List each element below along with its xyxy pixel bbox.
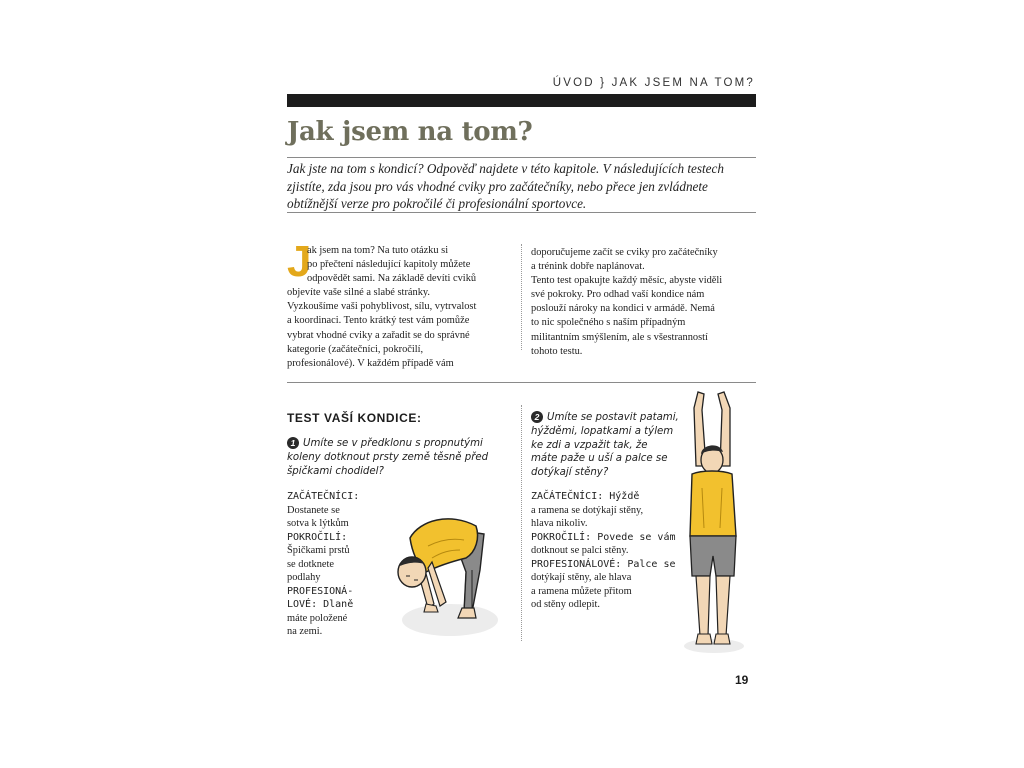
body-column-right <box>531 246 756 359</box>
level-line: na zemi. <box>287 626 323 637</box>
body-line: profesionálové). V každém případě vám <box>287 357 454 369</box>
level-line: dotýkají stěny, ale hlava <box>531 572 632 583</box>
body-line: Tento test opakujte každý měsíc, abyste viděli <box>531 275 723 287</box>
body-line: své pokroky. Pro odhad vaší kondice nám <box>531 289 705 301</box>
title-rule <box>287 157 756 158</box>
running-head: ÚVOD } JAK JSEM NA TOM? <box>552 77 755 89</box>
wall-stand-illustration <box>668 388 750 658</box>
body-line: vybrat vhodné cviky a zařadit se do správné <box>287 329 470 341</box>
drop-cap: J <box>287 237 312 286</box>
column-divider <box>521 244 522 350</box>
body-line: odpovědět sami. Na základě devíti cviků <box>307 273 477 285</box>
question-2-text: 2 Umíte se postavit patami, hýžděmi, lopatkami a týlem ke zdi a vzpažit tak, že máte paže u uší a palce se dotýkají stěny? <box>531 412 679 479</box>
question-2 <box>531 411 691 480</box>
question-number-badge: 2 <box>531 411 543 423</box>
level-line: od stěny odlepit. <box>531 599 600 610</box>
level-label: PROFESIONÁ- <box>287 585 354 597</box>
body-column-left <box>287 244 522 371</box>
level-label: LOVÉ: Dlaně <box>287 599 354 610</box>
section-title: TEST VAŠÍ KONDICE: <box>287 411 422 425</box>
level-line: sotva k lýtkům <box>287 518 349 529</box>
level-label: ZAČÁTEČNÍCI: <box>287 491 360 502</box>
level-label: POKROČILÍ: <box>287 531 348 543</box>
body-line: doporučujeme začít se cviky pro začátečníky <box>531 247 718 258</box>
level-line: dotknout se palci stěny. <box>531 545 629 556</box>
body-line: tohoto testu. <box>531 345 583 357</box>
level-line: podlahy <box>287 572 321 583</box>
level-line: hlava nikoliv. <box>531 518 588 529</box>
body-line: kategorie (začátečníci, pokročilí, <box>287 343 424 355</box>
level-line: a ramena můžete přitom <box>531 585 632 597</box>
intro-rule <box>287 212 756 213</box>
section-rule <box>287 382 756 383</box>
body-line: poslouží nároky na kondici v armádě. Nemá <box>531 303 715 315</box>
level-line: PROFESIONÁLOVÉ: Palce se <box>531 558 676 570</box>
body-line: militantním smýšlením, ale s všestranností <box>531 331 708 343</box>
question-1 <box>287 437 512 478</box>
forward-bend-illustration <box>380 500 500 640</box>
body-line: po přečtení následující kapitoly můžete <box>307 259 471 271</box>
question-1-text: 1 Umíte se v předklonu s propnutými koleny dotknout prsty země těsně před špičkami chodidel? <box>287 438 489 477</box>
level-line: ZAČÁTEČNÍCI: Hýždě <box>531 491 640 502</box>
level-line: Špičkami prstů <box>287 545 350 556</box>
body-line: Vyzkoušíme vaši pohyblivost, sílu, vytrvalost <box>287 301 477 313</box>
body-line: ak jsem na tom? Na tuto otázku si <box>307 245 449 256</box>
header-bar <box>287 94 756 107</box>
body-line: a trénink dobře naplánovat. <box>531 261 645 273</box>
body-line: objevíte vaše silné a slabé stránky. <box>287 287 431 299</box>
intro-paragraph: Jak jste na tom s kondicí? Odpověď najdete v této kapitole. V následujících testech zjistíte, zda jsou pro vás vhodné cviky pro začátečníky, nebo přece jen zvládnete obtížnější verze pro pokročilé či profesionální sportovce. <box>287 161 724 211</box>
body-line: a koordinaci. Tento krátký test vám pomůže <box>287 315 470 327</box>
level-line: máte položené <box>287 612 348 624</box>
body-line: to nic společného s naším případným <box>531 317 686 329</box>
question-number-badge: 1 <box>287 437 299 449</box>
level-line: POKROČILÍ: Povede se vám <box>531 531 676 543</box>
question-divider <box>521 405 522 641</box>
question-2-levels <box>531 490 686 612</box>
level-line: se dotknete <box>287 558 335 570</box>
page-title: Jak jsem na tom? <box>287 117 533 147</box>
level-line: a ramena se dotýkají stěny, <box>531 504 644 516</box>
page-number: 19 <box>735 673 749 687</box>
level-line: Dostanete se <box>287 504 340 516</box>
